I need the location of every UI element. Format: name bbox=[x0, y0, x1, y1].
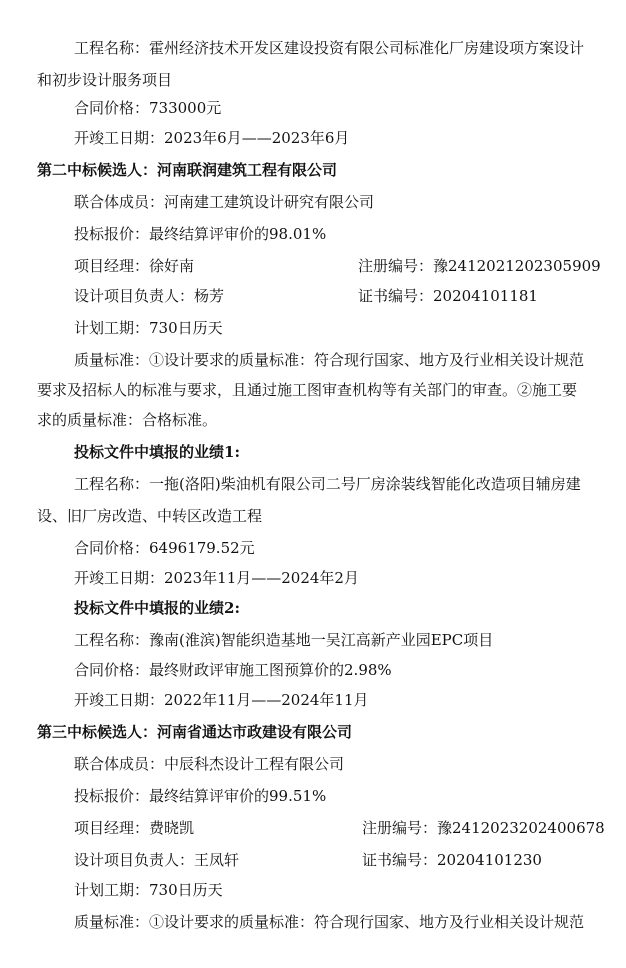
candidate3-project-manager: 项目经理：费晓凯 bbox=[74, 819, 195, 837]
candidate2-certificate: 证书编号：20204101181 bbox=[358, 287, 538, 305]
candidate2-consortium: 联合体成员：河南建工建筑设计研究有限公司 bbox=[74, 193, 375, 211]
candidate2-quality-line2: 要求及招标人的标准与要求，且通过施工图审查机构等有关部门的审查。②施工要 bbox=[37, 381, 578, 399]
candidate2-quality-line3: 求的质量标准：合格标准。 bbox=[37, 411, 218, 429]
candidate2-performance1-period: 开竣工日期：2023年11月——2024年2月 bbox=[74, 569, 359, 587]
candidate2-performance2-price: 合同价格：最终财政评审施工图预算价的2.98% bbox=[74, 661, 392, 679]
candidate2-bid-price: 投标报价：最终结算评审价的98.01% bbox=[74, 225, 327, 243]
candidate3-certificate: 证书编号：20204101230 bbox=[362, 851, 542, 869]
candidate2-performance1-heading: 投标文件中填报的业绩1: bbox=[74, 443, 240, 461]
candidate2-heading: 第二中标候选人：河南联润建筑工程有限公司 bbox=[37, 161, 338, 179]
candidate2-design-lead: 设计项目负责人：杨芳 bbox=[74, 287, 225, 305]
candidate2-pm-registration: 注册编号：豫2412021202305909 bbox=[358, 257, 601, 275]
candidate2-performance2-period: 开竣工日期：2022年11月——2024年11月 bbox=[74, 691, 369, 709]
candidate2-performance1-price: 合同价格：6496179.52元 bbox=[74, 539, 255, 557]
candidate3-bid-price: 投标报价：最终结算评审价的99.51% bbox=[74, 787, 327, 805]
candidate3-design-lead: 设计项目负责人：王凤轩 bbox=[74, 851, 240, 869]
candidate3-duration: 计划工期：730日历天 bbox=[74, 881, 223, 899]
prev-project-price: 合同价格：733000元 bbox=[74, 99, 222, 117]
candidate2-quality-line1: 质量标准：①设计要求的质量标准：符合现行国家、地方及行业相关设计规范 bbox=[74, 351, 585, 369]
candidate3-pm-registration: 注册编号：豫2412023202400678 bbox=[362, 819, 605, 837]
candidate3-quality-line1: 质量标准：①设计要求的质量标准：符合现行国家、地方及行业相关设计规范 bbox=[74, 913, 585, 931]
candidate3-heading: 第三中标候选人：河南省通达市政建设有限公司 bbox=[37, 723, 353, 741]
candidate2-performance2-heading: 投标文件中填报的业绩2: bbox=[74, 599, 240, 617]
candidate2-project-manager: 项目经理：徐好南 bbox=[74, 257, 195, 275]
prev-project-period: 开竣工日期：2023年6月——2023年6月 bbox=[74, 129, 350, 147]
candidate2-performance2-name: 工程名称：豫南(淮滨)智能织造基地一吴江高新产业园EPC项目 bbox=[74, 631, 494, 649]
candidate2-performance1-name-line2: 设、旧厂房改造、中转区改造工程 bbox=[37, 507, 263, 525]
prev-project-name-line2: 和初步设计服务项目 bbox=[37, 71, 173, 89]
candidate3-consortium: 联合体成员：中辰科杰设计工程有限公司 bbox=[74, 755, 345, 773]
candidate2-performance1-name-line1: 工程名称：一拖(洛阳)柴油机有限公司二号厂房涂装线智能化改造项目辅房建 bbox=[74, 475, 581, 493]
candidate2-duration: 计划工期：730日历天 bbox=[74, 319, 223, 337]
prev-project-name-line1: 工程名称：霍州经济技术开发区建设投资有限公司标准化厂房建设项方案设计 bbox=[74, 39, 585, 57]
